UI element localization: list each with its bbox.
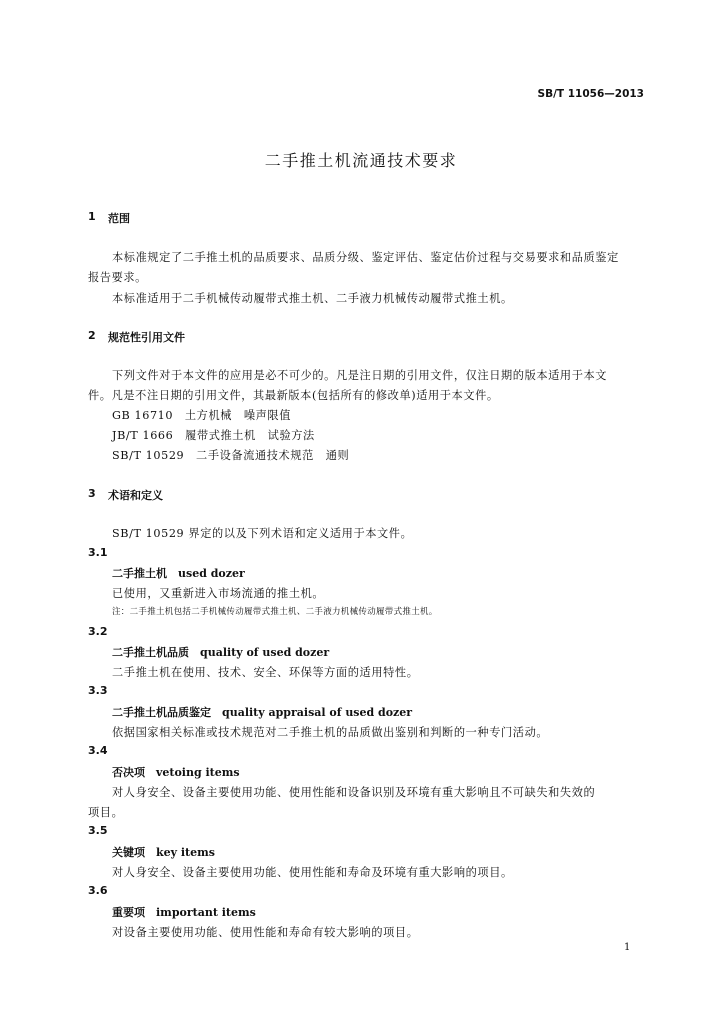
section-2-paragraph-line-2: 件。凡是不注日期的引用文件，其最新版本(包括所有的修改单)适用于本文件。 (88, 389, 499, 402)
term-number: 3.5 (88, 824, 108, 837)
section-1-number: 1 (88, 210, 96, 223)
section-2-heading: 规范性引用文件 (108, 331, 185, 344)
term-number: 3.2 (88, 625, 108, 638)
term-definition: 已使用，又重新进入市场流通的推土机。 (112, 587, 325, 600)
page-number: 1 (624, 942, 631, 953)
term-number: 3.4 (88, 744, 108, 757)
reference-item: JB/T 1666 履带式推土机 试验方法 (112, 429, 315, 442)
reference-item: SB/T 10529 二手设备流通技术规范 通则 (112, 449, 350, 462)
section-3-number: 3 (88, 487, 96, 500)
term-title: 二手推土机 used dozer (112, 567, 245, 580)
section-1-heading: 范围 (108, 212, 130, 225)
term-title: 否决项 vetoing items (112, 766, 240, 779)
term-definition: 二手推土机在使用、技术、安全、环保等方面的适用特性。 (112, 666, 419, 679)
section-2-paragraph-line-1: 下列文件对于本文件的应用是必不可少的。凡是注日期的引用文件，仅注日期的版本适用于本文 (112, 369, 608, 382)
term-number: 3.6 (88, 884, 108, 897)
term-definition-line-2: 项目。 (88, 806, 124, 819)
term-note: 注：二手推土机包括二手机械传动履带式推土机、二手液力机械传动履带式推土机。 (112, 607, 438, 617)
term-title: 二手推土机品质 quality of used dozer (112, 646, 330, 659)
term-title: 二手推土机品质鉴定 quality appraisal of used dozer (112, 706, 413, 719)
document-title: 二手推土机流通技术要求 (264, 151, 458, 170)
section-2-number: 2 (88, 329, 96, 342)
term-definition: 对设备主要使用功能、使用性能和寿命有较大影响的项目。 (112, 926, 419, 939)
section-3-intro: SB/T 10529 界定的以及下列术语和定义适用于本文件。 (112, 527, 413, 540)
section-3-heading: 术语和定义 (108, 489, 163, 502)
term-number: 3.3 (88, 684, 108, 697)
term-definition: 对人身安全、设备主要使用功能、使用性能和寿命及环境有重大影响的项目。 (112, 866, 513, 879)
section-1-paragraph-1-line-2: 报告要求。 (88, 271, 147, 284)
section-1-paragraph-2: 本标准适用于二手机械传动履带式推土机、二手液力机械传动履带式推土机。 (112, 292, 513, 305)
term-title: 关键项 key items (112, 846, 215, 859)
term-definition-line-1: 对人身安全、设备主要使用功能、使用性能和设备识别及环境有重大影响且不可缺失和失效的 (112, 786, 596, 799)
term-number: 3.1 (88, 546, 108, 559)
term-definition: 依据国家相关标准或技术规范对二手推土机的品质做出鉴别和判断的一种专门活动。 (112, 726, 549, 739)
term-title: 重要项 important items (112, 906, 256, 919)
reference-item: GB 16710 土方机械 噪声限值 (112, 409, 291, 422)
section-1-paragraph-1-line-1: 本标准规定了二手推土机的品质要求、品质分级、鉴定评估、鉴定估价过程与交易要求和品质鉴定 (112, 251, 619, 264)
standard-code: SB/T 11056—2013 (537, 88, 644, 100)
